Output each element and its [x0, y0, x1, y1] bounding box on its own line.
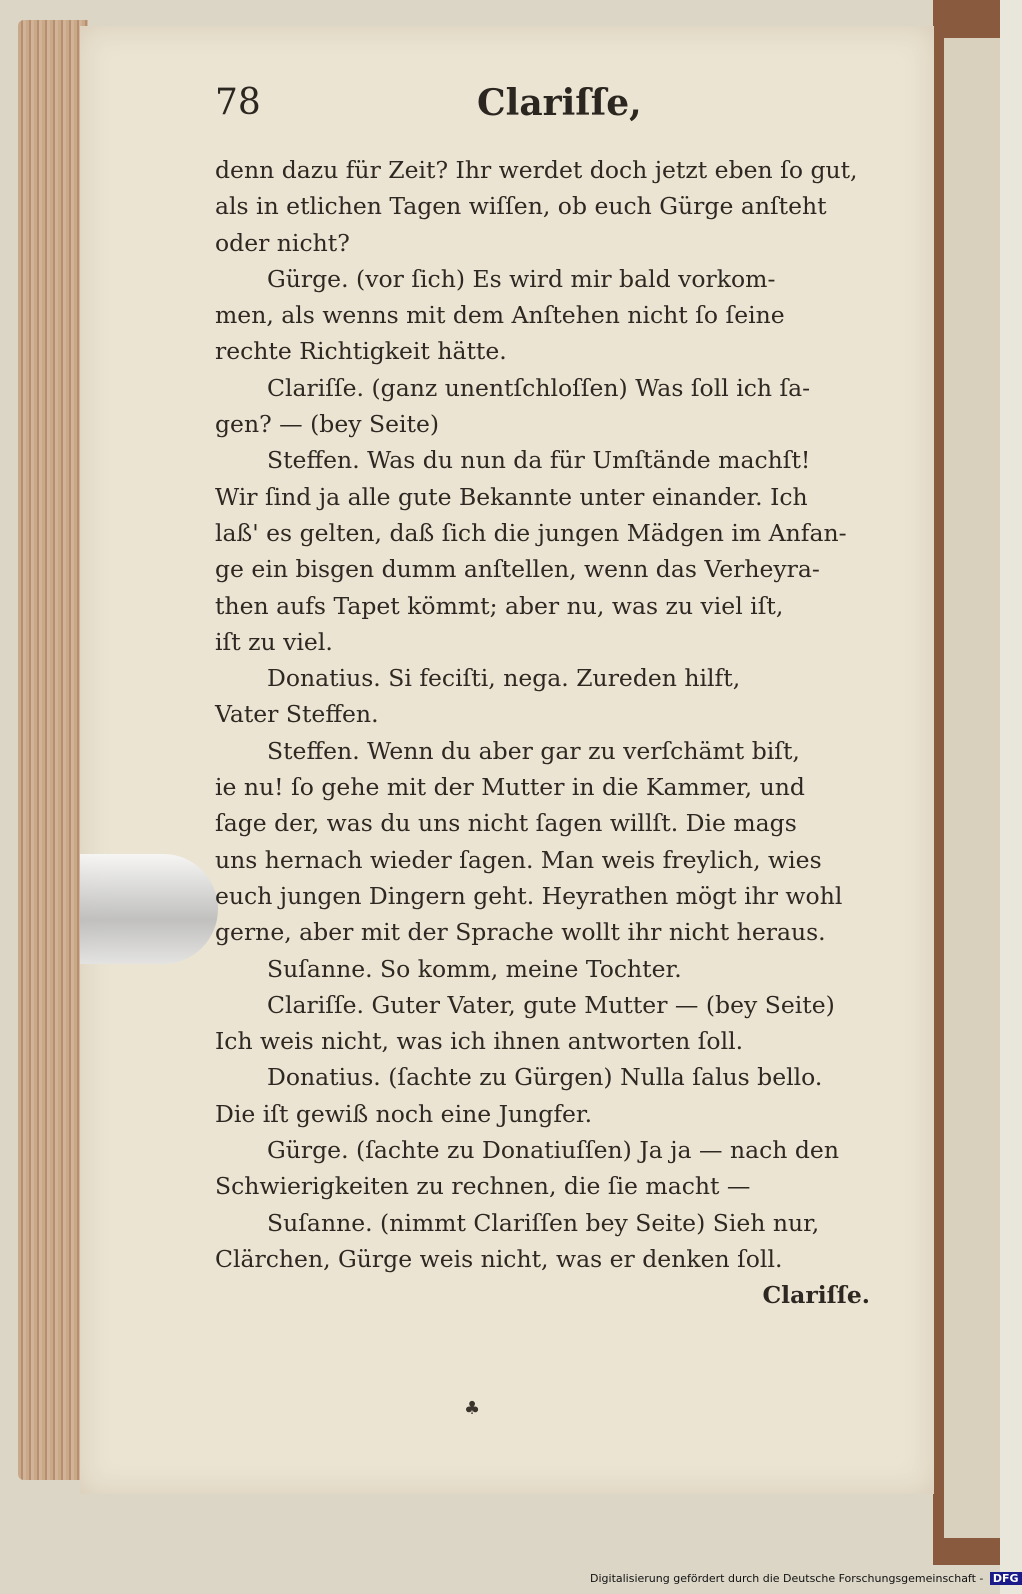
text-line: Clärchen, Gürge weis nicht, was er denken ſoll.	[215, 1244, 783, 1273]
text-line: gen? — (bey Seite)	[215, 410, 440, 439]
text-line: denn dazu für Zeit? Ihr werdet doch jetzt eben ſo gut,	[215, 156, 858, 184]
catchword: Clariſſe.	[762, 1281, 870, 1310]
running-title: Clariſſe,	[477, 82, 642, 124]
text-line: Wir ſind ja alle gute Bekannte unter einander. Ich	[215, 482, 808, 511]
text-line: ſage der, was du uns nicht ſagen willſt. Die mags	[215, 809, 797, 838]
text-line: Donatius. Si feciſti, nega. Zureden hilft,	[267, 664, 741, 693]
page-clip	[80, 854, 218, 964]
text-line: Steffen. Was du nun da für Umſtände machſt!	[267, 446, 811, 475]
text-line: Clariſſe. (ganz unentſchloſſen) Was ſoll ich ſa-	[267, 373, 811, 402]
ornament-mark: ♣	[464, 1398, 481, 1419]
text-line: Schwierigkeiten zu rechnen, die ſie macht —	[215, 1172, 751, 1201]
text-line: Donatius. (ſachte zu Gürgen) Nulla ſalus bello.	[267, 1063, 823, 1092]
facing-page-edge	[944, 38, 1000, 1538]
text-line: euch jungen Dingern geht. Heyrathen mögt ihr wohl	[215, 881, 843, 910]
text-line: laß' es gelten, daß ſich die jungen Mädgen im Anfan-	[215, 518, 847, 547]
text-line: then aufs Tapet kömmt; aber nu, was zu viel iſt,	[215, 591, 784, 620]
text-line: iſt zu viel.	[215, 627, 333, 656]
text-line: men, als wenns mit dem Anſtehen nicht ſo ſeine	[215, 301, 785, 330]
text-line: ie nu! ſo gehe mit der Mutter in die Kammer, und	[215, 773, 805, 802]
digitization-footer	[590, 1572, 1022, 1585]
text-line: rechte Richtigkeit hätte.	[215, 337, 507, 366]
text-line: uns hernach wieder ſagen. Man weis freylich, wies	[215, 845, 822, 874]
text-line: Gürge. (vor ſich) Es wird mir bald vorkom-	[267, 264, 776, 293]
text-line: Suſanne. (nimmt Clariſſen bey Seite) Sieh nur,	[267, 1208, 820, 1237]
text-line: als in etlichen Tagen wiſſen, ob euch Gürge anſteht	[215, 192, 827, 221]
page-number: 78	[215, 82, 261, 123]
text-line: oder nicht?	[215, 228, 350, 257]
text-line: Vater Steffen.	[215, 700, 379, 729]
footer-text: Digitalisierung gefördert durch die Deutsche Forschungsgemeinschaft -	[590, 1572, 984, 1585]
text-line: gerne, aber mit der Sprache wollt ihr nicht heraus.	[215, 918, 826, 947]
text-line: Die iſt gewiß noch eine Jungfer.	[215, 1099, 593, 1128]
text-line: Gürge. (ſachte zu Donatiuſſen) Ja ja — nach den	[267, 1136, 839, 1165]
text-line: Ich weis nicht, was ich ihnen antworten ſoll.	[215, 1027, 744, 1056]
text-line: Steffen. Wenn du aber gar zu verſchämt biſt,	[267, 736, 800, 765]
text-line: Clariſſe. Guter Vater, gute Mutter — (bey Seite)	[267, 990, 835, 1019]
page-header	[215, 82, 865, 132]
page-stack-edge	[18, 20, 88, 1480]
dfg-logo: DFG	[990, 1572, 1022, 1585]
page-body	[215, 152, 870, 1314]
text-line: Suſanne. So komm, meine Tochter.	[267, 954, 682, 983]
text-line: ge ein bisgen dumm anſtellen, wenn das Verheyra-	[215, 555, 820, 584]
